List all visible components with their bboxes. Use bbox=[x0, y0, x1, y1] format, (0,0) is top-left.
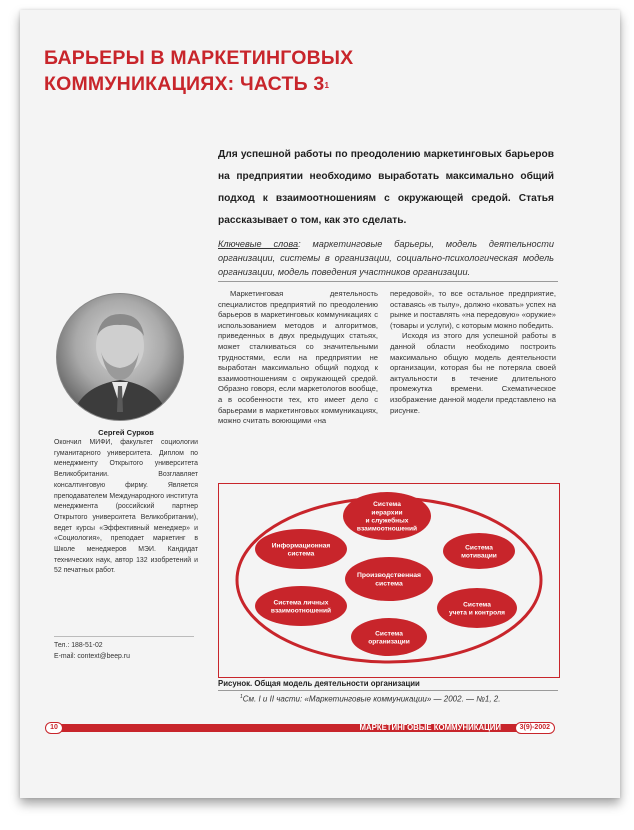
page-number: 10 bbox=[45, 722, 63, 734]
figure-caption: Рисунок. Общая модель деятельности организации bbox=[218, 679, 420, 688]
author-bio: Окончил МИФИ, факультет социологии гуманитарного университета. Диплом по менеджменту Открытого университета Великобритании. Возглавляет консалтинговую фирму. Является преподавателем Международного института менеджмента (российский партнер Открытого университета Великобритании), ведет курсы «Эффективный менеджер» и «Социология», преподает маркетинг в Школе менеджеров МЭИ. Кандидат технических наук, автор 132 изобретений и 52 печатных работ. bbox=[54, 439, 198, 575]
footnote bbox=[240, 694, 500, 704]
article-title-line2 bbox=[44, 71, 424, 97]
journal-title: МАРКЕТИНГОВЫЕ КОММУНИКАЦИИ bbox=[359, 723, 501, 732]
system-node-label-text: Система bbox=[373, 501, 401, 509]
keywords-label: Ключевые слова bbox=[218, 239, 299, 249]
figure-frame bbox=[218, 483, 560, 678]
caption-divider bbox=[218, 690, 558, 691]
system-node-label-text: Система bbox=[465, 544, 493, 552]
article-title-line2-text: КОММУНИКАЦИЯХ: ЧАСТЬ 3 bbox=[44, 73, 325, 96]
keywords-divider bbox=[218, 281, 558, 282]
author-email[interactable]: E-mail: context@beep.ru bbox=[54, 652, 130, 660]
system-node-label-text: Система личных bbox=[273, 599, 329, 607]
system-node-label-text: организации bbox=[368, 638, 410, 646]
system-node-label-text: и служебных bbox=[365, 517, 409, 525]
page-footer bbox=[45, 722, 555, 734]
organization-model-diagram bbox=[219, 484, 559, 677]
title-footnote-mark: 1 bbox=[324, 81, 330, 91]
author-divider bbox=[54, 636, 194, 637]
article-title bbox=[44, 45, 424, 97]
body-column-1 bbox=[218, 289, 378, 427]
issue-number: 3(9)-2002 bbox=[515, 722, 555, 734]
author-portrait-image bbox=[57, 294, 183, 420]
author-contacts bbox=[54, 641, 198, 662]
body-paragraph: Исходя из этого для успешной работы в данной области необходимо построить максимально общую модель деятельности организации, которая бы не потеряла своей актуальности в течение длительного промежутка времени. Схематическое изображение данной модели представлено на рисунке. bbox=[390, 331, 556, 415]
body-paragraph: передовой», то все остальное предприятие, оставаясь «в тылу», должно «ковать» успех на рынке и поставлять «на передовую» «оружие» (товары и услуги), с которым можно победить. bbox=[390, 289, 556, 330]
system-node-label-text: Система bbox=[463, 601, 491, 609]
system-node-label-text: мотивации bbox=[461, 552, 497, 560]
keywords-text: : маркетинговые барьеры, модель деятельности организации, системы в организации, социально-психологическая модель организации, модель поведения участников организации. bbox=[218, 239, 555, 277]
system-node-label-text: взаимоотношений bbox=[356, 525, 418, 533]
keywords bbox=[218, 237, 554, 279]
system-node-label-text: система bbox=[287, 550, 315, 558]
system-node-label-text: учета и контроля bbox=[448, 609, 506, 617]
author-name: Сергей Сурков bbox=[98, 428, 154, 437]
body-paragraph: Маркетинговая деятельность специалистов предприятий по преодолению барьеров в маркетинговых коммуникациях с использованием методов и алгоритмов, приведенных в двух предыдущих статьях, может сталкиваться со значительными трудностями, если на предприятии не выработан максимально общий подход к взаимоотношениям с окружающей средой. Образно говоря, если маркетологов вообще, а в особенности тех, кто имеет дело с барьерами в маркетинговых коммуникациях, можно считать воюющими «на bbox=[218, 289, 378, 426]
center-node-label-text: система bbox=[375, 580, 403, 588]
system-node-label-text: взаимоотношений bbox=[270, 607, 332, 615]
system-node-label-text: иерархии bbox=[371, 509, 403, 517]
center-node-label-text: Производственная bbox=[356, 572, 422, 580]
article-title-line1: БАРЬЕРЫ В МАРКЕТИНГОВЫХ bbox=[44, 47, 354, 70]
author-phone: Тел.: 188-51-02 bbox=[54, 642, 103, 649]
footnote-text: См. I и II части: «Маркетинговые коммуникации» — 2002. — №1, 2. bbox=[242, 694, 501, 704]
body-column-2 bbox=[390, 289, 556, 416]
article-lead: Для успешной работы по преодолению маркетинговых барьеров на предприятии необходимо выработать максимально общий подход к взаимоотношениям с окружающей средой. Статья рассказывает о том, как это сделать. bbox=[218, 149, 554, 226]
system-node-label-text: Информационная bbox=[271, 542, 331, 550]
system-node-label-text: Система bbox=[375, 630, 403, 638]
footnote-mark: 1 bbox=[240, 694, 243, 700]
author-photo bbox=[56, 293, 184, 421]
